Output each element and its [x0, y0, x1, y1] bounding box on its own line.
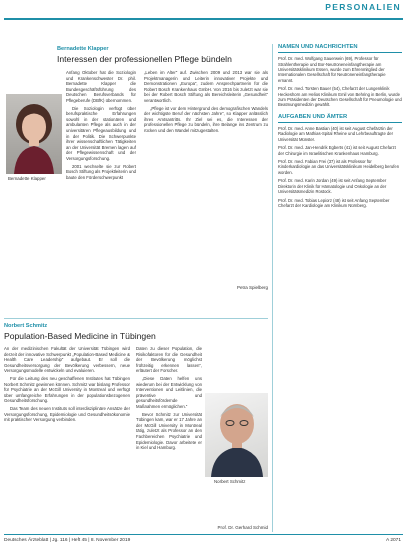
article1-byline: Bernadette Klapper	[57, 46, 109, 52]
sidebar-item: Prof. Dr. med. Wolfgang Sauerwein (69), Professor für Strahlentherapie und Bor-Neutroneneinfangtherapie am Universitätsklinikum Essen, wurde zum Ehrenmitglied der Internationalen Gesellschaft für Neutroneneinfangtherapie ernannt.	[278, 56, 386, 83]
page-header	[0, 0, 407, 22]
paragraph: Bevor Schmitz zur Universität Tübingen kam, war er 17 Jahre an der McGill University in Montreal tätig, zuletzt als Professor an den Fachbereichen Psychiatrie und Epidemiologie. Davor arbeitete er in Kiel und Hamburg.	[136, 411, 202, 451]
article1-column-2	[144, 70, 268, 266]
paragraph: Anfang Oktober hat die Soziologin und Krankenschwester Dr. phil. Bernadette Klapper die Bundesgeschäftsführung des Deutschen Berufsverbands für Pflegeberufe (DBfK) übernommen.	[66, 70, 136, 103]
article-divider	[4, 318, 268, 319]
sidebar-heading-names: NAMEN UND NACHRICHTEN	[278, 44, 358, 50]
article1-portrait	[6, 94, 62, 174]
paragraph: Das Team des neuen Instituts soll interdisziplinäre Ansätze der Versorgungsforschung, Epidemiologie und Gesundheitsökonomie mit praktischer Versorgung verbinden.	[4, 405, 130, 423]
paragraph: Die Soziologin verfügt über berufspraktische Erfahrungen sowohl in der stationären und ambulanten Pflege als auch in der universitären Pflegeausbildung und in der Politik. Die Schwerpunkte ihrer wissenschaftlichen Tätigkeiten an der Universität Bremen lagen auf der Pflegewissenschaft und der Versorgungsforschung.	[66, 105, 136, 161]
sidebar-rule	[278, 122, 402, 123]
paragraph: „Leben im Alter“ auf. Zwischen 2009 und 2013 war sie als Projektmanagerin und Leiterin innovativer Projekte und Demonstrationen „Europa“, zudem Ansprechpartnerin für die Robert Bosch Krankenhaus GmbH. Von 2016 bis zuletzt war sie bei der Robert Bosch Stiftung als Bereichsleiterin „Gesundheit“ verantwortlich.	[144, 70, 268, 103]
sidebar-item: Prof. Dr. med. Karin Jordan (49) ist seit Anfang September Direktorin der Klinik für Hämatologie und Onkologie an der Universitätsmedizin Rostock.	[278, 178, 387, 195]
article2-portrait	[205, 393, 268, 477]
footer-page-number: A 2071	[386, 538, 401, 543]
section-label: PERSONALIEN	[325, 2, 401, 12]
article1-column-1	[66, 70, 136, 270]
paragraph: 2001 wechselte sie zur Robert Bosch Stiftung als Projektleiterin und baute den Förderschwerpunkt	[66, 163, 136, 180]
paragraph: „Diese Daten helfen uns wiederum bei der Entwicklung von Interventionen und Leitlinien, die präventive und gesundheitsfördernde Maßnahmen ermöglichen.“	[136, 375, 202, 409]
article1-headline: Interessen der professionellen Pflege bündeln	[57, 54, 232, 64]
article1-caption: Bernadette Klapper	[8, 176, 46, 181]
article2-caption: Norbert Schmitz	[214, 479, 246, 484]
sidebar	[278, 44, 402, 211]
sidebar-divider	[272, 44, 273, 532]
header-rule	[4, 18, 403, 20]
article2-column-2	[136, 346, 202, 526]
article2-column-1	[4, 346, 130, 526]
article2-byline: Norbert Schmitz	[4, 323, 48, 329]
paragraph: Für die Leitung des neu geschaffenen Institutes hat Tübingen Norbert Schmitz gewinnen können. Schmitz war bislang Professor für Psychiatrie an der McGill University in Montreal und verfügt über umfangreiche Erfahrungen in der populationsbezogenen Gesundheitsforschung.	[4, 375, 130, 404]
article2-author: Prof. Dr. Gerhard Schmid	[217, 525, 268, 530]
portrait-man-image	[205, 393, 268, 477]
paragraph: „Pflege ist vor dem Hintergrund des demografischen Wandels der wichtigste Beruf der nächsten Jahre“, so Klapper anlässlich ihres Amtsantritts. Ihr Ziel sei es, die Interessen der professionellen Pflege zu bündeln, ihre Belange ins Zentrum zu rücken und den Wandel mitzugestalten.	[144, 105, 268, 133]
portrait-woman-image	[6, 94, 62, 174]
sidebar-item: Prof. Dr. med. Torsten Bauer (54), Chefarzt der Lungenklinik Heckeshorn am Helios Klinikum Emil von Behring in Berlin, wurde zum Präsidenten der Deutschen Gesellschaft für Pneumologie und Beatmungsmedizin gewählt.	[278, 86, 402, 108]
sidebar-heading-offices: AUFGABEN UND ÄMTER	[278, 113, 348, 120]
paragraph: An der medizinischen Fakultät der Universität Tübingen wird derzeit der innovative Schwerpunkt „Population-Based Medicine & Health Care Leadership“ aufgebaut. Er soll die Gesundheitsversorgung der Bevölkerung verbessern, neue Versorgungsmodelle entwickeln und evaluieren.	[4, 346, 130, 374]
footer-publication: Deutsches Ärzteblatt | Jg. 116 | Heft 45 | 8. November 2019	[4, 538, 131, 543]
footer-rule	[4, 534, 403, 535]
sidebar-item: Prof. Dr. med. Fabian Frei (37) ist als Professor für Kinderkardiologie an das Universitätsklinikum Heidelberg berufen worden.	[278, 159, 400, 175]
paragraph: Daten zu dieser Population, die Risikofaktoren für die Gesundheit der Bevölkerung möglichst frühzeitig erkennen lassen“, erläutert der Forscher.	[136, 346, 202, 374]
article2-headline: Population-Based Medicine in Tübingen	[4, 331, 156, 341]
sidebar-item: Prof. Dr. med. Jan-Hendrik Egberts (41) ist seit August Chefarzt der Chirurgie im Israelitischen Krankenhaus Hamburg.	[278, 145, 396, 156]
article1-author: Petra Spielberg	[236, 285, 268, 290]
sidebar-rule	[278, 52, 402, 53]
sidebar-item: Prof. Dr. med. Anne Bastian (40) ist seit August Chefärztin der Radiologie am Mathias-Spital Rheine und Lehrbeauftragte der Universität Münster.	[278, 126, 393, 142]
sidebar-item: Prof. Dr. med. Tobias Lepiorz (48) ist seit Anfang September Chefarzt der Kardiologie am Klinikum Nürnberg.	[278, 197, 390, 208]
